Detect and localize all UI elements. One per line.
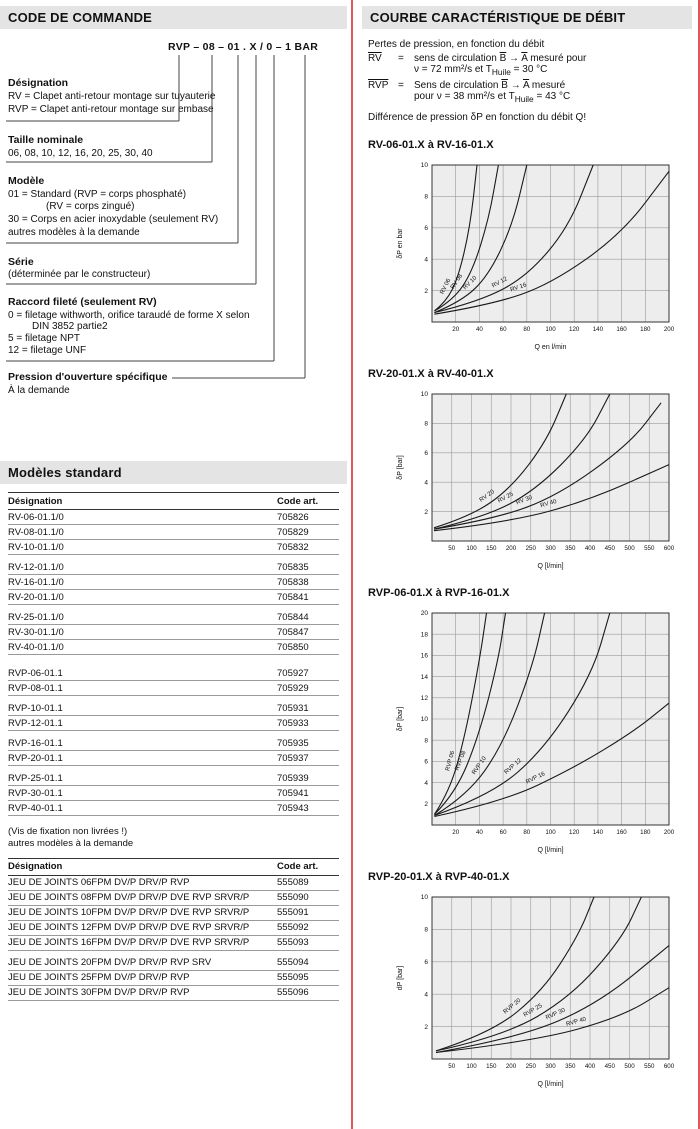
table-row	[8, 801, 339, 816]
section-text: 0 = filetage withworth, orifice taraudé de forme X selon	[8, 310, 250, 321]
notes-block	[8, 826, 339, 850]
section-text: 01 = Standard (RVP = corps phosphaté)	[8, 189, 187, 200]
designation-cell: RV-40-01.1/0	[8, 641, 64, 653]
code-cell: 705826	[277, 511, 309, 523]
x-axis-label: Q [l/min]	[537, 847, 564, 854]
x-tick-label: 450	[604, 545, 615, 552]
order-code-column	[0, 6, 347, 1001]
rv-spec-line1	[368, 53, 686, 64]
table-body	[8, 876, 339, 1001]
y-tick-label: 10	[420, 894, 428, 902]
designation-cell: RV-12-01.1/0	[8, 561, 64, 573]
series-label: RV 16	[509, 282, 528, 294]
code-cell: 705941	[277, 787, 309, 799]
y-axis-label: δP en bar	[397, 228, 404, 259]
rv-measurement-spec	[368, 53, 686, 77]
chart-canvas-rvp-20-40	[374, 889, 679, 1089]
y-tick-label: 16	[420, 652, 428, 660]
spec-text: ν = 72 mm²/s et T	[414, 64, 492, 75]
designation-cell: RVP-16-01.1	[8, 737, 63, 749]
x-tick-label: 550	[644, 545, 655, 552]
chart-canvas-rvp-06-16	[374, 605, 679, 855]
standard-models-table	[8, 492, 339, 816]
x-tick-label: 250	[525, 545, 536, 552]
section-text: À la demande	[8, 385, 70, 396]
designation-cell: JEU DE JOINTS 10FPM DV/P DRV/P DVE RVP SRVR/P	[8, 907, 250, 919]
subscript-huile: Huile	[491, 67, 511, 77]
designation-cell: RVP-40-01.1	[8, 802, 63, 814]
code-cell: 705844	[277, 611, 309, 623]
series-label: RVP 25	[522, 1003, 544, 1019]
series-label: RV 10	[462, 275, 479, 292]
designation-cell: JEU DE JOINTS 25FPM DV/P DRV/P RVP	[8, 972, 190, 984]
x-tick-label: 60	[499, 326, 507, 333]
y-tick-label: 14	[420, 673, 428, 681]
code-cell: 555090	[277, 892, 309, 904]
y-tick-label: 4	[424, 991, 428, 999]
x-tick-label: 350	[565, 545, 576, 552]
chart-title: RV-20-01.X à RV-40-01.X	[368, 368, 494, 380]
y-axis-label: δP [bar]	[397, 455, 404, 480]
x-tick-label: 550	[644, 1063, 655, 1070]
x-tick-label: 100	[466, 545, 477, 552]
note-line: (Vis de fixation non livrées !)	[8, 826, 128, 837]
table-row	[8, 701, 339, 716]
section-text: 06, 08, 10, 12, 16, 20, 25, 30, 40	[8, 148, 153, 159]
column-divider	[351, 0, 353, 1129]
flow-arrow: →	[506, 53, 522, 64]
x-tick-label: 450	[604, 1063, 615, 1070]
x-tick-label: 200	[663, 829, 675, 836]
code-cell: 705829	[277, 526, 309, 538]
code-cell: 705841	[277, 591, 309, 603]
y-tick-label: 2	[424, 801, 428, 808]
designation-cell: RVP-30-01.1	[8, 787, 63, 799]
rvp-desc	[414, 80, 565, 91]
code-cell: 555095	[277, 972, 309, 984]
code-cell: 705832	[277, 541, 309, 553]
section-text: 30 = Corps en acier inoxydable (seulement RV)	[8, 214, 219, 225]
section-text: RVP = Clapet anti-retour montage sur embase	[8, 104, 214, 115]
x-tick-label: 40	[475, 326, 483, 333]
x-tick-label: 50	[448, 1063, 456, 1070]
x-tick-label: 300	[545, 1063, 556, 1070]
flow-arrow: →	[507, 80, 523, 91]
series-label: RVP 12	[503, 757, 523, 776]
series-label: RV 06	[439, 277, 453, 296]
y-tick-label: 4	[424, 256, 428, 264]
rvp-spec-line1	[368, 80, 686, 91]
table-row	[8, 590, 339, 605]
left-section-header: CODE DE COMMANDE	[0, 6, 347, 29]
table-row	[8, 891, 339, 906]
column-designation: Désignation	[8, 495, 63, 507]
x-tick-label: 20	[452, 829, 460, 836]
x-axis-label: Q [l/min]	[537, 563, 564, 570]
chart-canvas-rv-20-40	[374, 386, 679, 571]
code-cell: 555096	[277, 987, 309, 999]
x-tick-label: 40	[475, 829, 483, 836]
spec-text: = 30 °C	[510, 64, 548, 75]
column-code-art: Code art.	[277, 861, 319, 873]
section-text: 12 = filetage UNF	[8, 345, 87, 356]
designation-cell: JEU DE JOINTS 06FPM DV/P DRV/P RVP	[8, 877, 190, 889]
x-tick-label: 20	[452, 326, 460, 333]
x-axis-label: Q [l/min]	[537, 1081, 564, 1088]
code-cell: 555092	[277, 922, 309, 934]
x-tick-label: 250	[525, 1063, 536, 1070]
table-header	[8, 858, 339, 876]
section-text: (RV = corps zingué)	[46, 201, 135, 212]
code-cell: 705835	[277, 561, 309, 573]
rv-label: $\overline{RV}$	[368, 53, 382, 64]
designation-cell: JEU DE JOINTS 16FPM DV/P DRV/P DVE RVP SRVR/P	[8, 937, 250, 949]
x-tick-label: 120	[569, 326, 580, 333]
series-label: RV 30	[515, 494, 534, 507]
section-text: DIN 3852 partie2	[32, 321, 108, 332]
y-tick-label: 8	[424, 737, 428, 745]
rvp-label: $\overline{RVP}$	[368, 80, 389, 91]
port-b: $\overline{B}$	[501, 80, 508, 91]
designation-cell: RV-06-01.1/0	[8, 511, 64, 523]
y-tick-label: 10	[420, 716, 428, 724]
x-tick-label: 200	[505, 545, 517, 552]
table-row	[8, 956, 339, 971]
x-tick-label: 600	[663, 545, 675, 552]
section-title-taille: Taille nominale	[8, 134, 84, 146]
x-tick-label: 160	[616, 326, 627, 333]
y-tick-label: 2	[424, 1023, 428, 1031]
port-a: $\overline{A}$	[521, 53, 528, 64]
section-title-modele: Modèle	[8, 175, 45, 187]
designation-cell: RVP-25-01.1	[8, 772, 63, 784]
series-label: RVP 20	[502, 997, 523, 1016]
series-label: RVP 10	[471, 755, 488, 776]
series-label: RV 08	[449, 273, 465, 291]
seal-kits-table	[8, 858, 339, 1001]
designation-cell: RVP-12-01.1	[8, 717, 63, 729]
equals-sign: =	[398, 80, 404, 91]
x-tick-label: 80	[523, 829, 531, 836]
table-row	[8, 610, 339, 625]
flow-curves-column	[362, 6, 692, 1089]
table-row	[8, 625, 339, 640]
chart-block-rvp-20-40	[368, 871, 692, 1089]
section-text: RV = Clapet anti-retour montage sur tuyauterie	[8, 91, 216, 102]
y-tick-label: 10	[420, 391, 428, 399]
series-label: RVP 30	[545, 1007, 567, 1022]
y-tick-label: 18	[420, 631, 428, 639]
chart-block-rv-06-16	[368, 139, 692, 352]
chart-block-rvp-06-16	[368, 587, 692, 855]
y-axis-label: dP [bar]	[397, 965, 404, 991]
table-row	[8, 751, 339, 766]
x-tick-label: 180	[640, 326, 651, 333]
table-row	[8, 560, 339, 575]
y-tick-label: 8	[424, 420, 428, 428]
code-cell: 705931	[277, 702, 309, 714]
series-label: RVP 16	[525, 771, 547, 786]
spec-text: mesuré	[529, 80, 566, 91]
chart-title: RVP-06-01.X à RVP-16-01.X	[368, 587, 510, 599]
x-tick-label: 160	[616, 829, 627, 836]
designation-cell: JEU DE JOINTS 20FPM DV/P DRV/P RVP SRV	[8, 957, 212, 969]
code-cell: 705929	[277, 682, 309, 694]
table-row	[8, 736, 339, 751]
x-tick-label: 500	[624, 1063, 635, 1070]
designation-cell: RV-16-01.1/0	[8, 576, 64, 588]
table-row	[8, 525, 339, 540]
x-tick-label: 150	[486, 545, 497, 552]
designation-cell: RVP-20-01.1	[8, 752, 63, 764]
designation-cell: RVP-06-01.1	[8, 667, 63, 679]
designation-cell: RVP-08-01.1	[8, 682, 63, 694]
table-body	[8, 510, 339, 816]
rv-conditions	[414, 64, 686, 77]
spec-text: Sens de circulation	[414, 80, 502, 91]
table-row	[8, 876, 339, 891]
x-tick-label: 400	[584, 1063, 596, 1070]
y-tick-label: 12	[420, 695, 428, 702]
table-row	[8, 921, 339, 936]
code-cell: 705939	[277, 772, 309, 784]
right-section-header: COURBE CARACTÉRISTIQUE DE DÉBIT	[362, 6, 692, 29]
intro-text: Pertes de pression, en fonction du débit	[368, 39, 545, 50]
diff-pressure-note: Différence de pression δP en fonction du débit Q!	[368, 112, 587, 123]
x-tick-label: 200	[505, 1063, 517, 1070]
y-tick-label: 2	[424, 287, 428, 295]
y-tick-label: 8	[424, 193, 428, 201]
y-tick-label: 8	[424, 926, 428, 934]
designation-cell: RV-10-01.1/0	[8, 541, 64, 553]
port-a: $\overline{A}$	[522, 80, 530, 91]
designation-cell: JEU DE JOINTS 12FPM DV/P DRV/P DVE RVP SRVR/P	[8, 922, 250, 934]
y-tick-label: 6	[424, 959, 428, 966]
table-header	[8, 492, 339, 510]
order-code-string: RVP – 08 – 01 . X / 0 – 1 BAR	[168, 41, 319, 53]
designation-cell: JEU DE JOINTS 30FPM DV/P DRV/P RVP	[8, 987, 190, 999]
section-title-designation: Désignation	[8, 77, 69, 89]
table-row	[8, 666, 339, 681]
y-tick-label: 6	[424, 758, 428, 766]
x-tick-label: 600	[663, 1063, 675, 1070]
chart-title: RVP-20-01.X à RVP-40-01.X	[368, 871, 510, 883]
designation-cell: RVP-10-01.1	[8, 702, 63, 714]
note-line: autres modèles à la demande	[8, 837, 134, 849]
x-tick-label: 350	[565, 1063, 576, 1070]
series-label: RV 12	[491, 276, 509, 290]
x-tick-label: 140	[592, 326, 604, 333]
x-axis-label: Q en l/min	[534, 344, 567, 351]
subscript-huile: Huile	[514, 94, 534, 104]
section-text: (déterminée par le constructeur)	[8, 269, 151, 280]
series-label: RV 25	[497, 491, 515, 505]
designation-cell: RV-08-01.1/0	[8, 526, 64, 538]
table-row	[8, 640, 339, 655]
rv-desc	[414, 53, 586, 64]
x-tick-label: 50	[448, 545, 456, 552]
table-row	[8, 786, 339, 801]
x-tick-label: 120	[569, 829, 580, 836]
port-b: $\overline{B}$	[499, 53, 507, 64]
code-cell: 705943	[277, 802, 309, 814]
designation-cell: JEU DE JOINTS 08FPM DV/P DRV/P DVE RVP SRVR/P	[8, 892, 250, 904]
table-row	[8, 575, 339, 590]
x-tick-label: 150	[486, 1063, 497, 1070]
code-cell: 705935	[277, 737, 309, 749]
y-tick-label: 2	[424, 508, 428, 516]
order-code-diagram	[0, 29, 347, 461]
y-tick-label: 4	[424, 779, 428, 787]
code-cell: 555094	[277, 957, 309, 969]
column-code-art: Code art.	[277, 495, 319, 507]
table-row	[8, 971, 339, 986]
models-header: Modèles standard	[0, 461, 347, 484]
table-row	[8, 681, 339, 696]
table-row	[8, 510, 339, 525]
equals-sign: =	[398, 53, 404, 64]
spec-text: pour ν = 38 mm²/s et T	[414, 91, 515, 102]
code-cell: 555091	[277, 907, 309, 919]
x-tick-label: 200	[663, 326, 675, 333]
chart-title: RV-06-01.X à RV-16-01.X	[368, 139, 494, 151]
designation-cell: RV-25-01.1/0	[8, 611, 64, 623]
x-tick-label: 100	[466, 1063, 477, 1070]
table-row	[8, 986, 339, 1001]
x-tick-label: 300	[545, 545, 556, 552]
y-tick-label: 4	[424, 479, 428, 487]
y-tick-label: 10	[420, 162, 428, 170]
spec-text: = 43 °C	[533, 91, 571, 102]
x-tick-label: 100	[545, 326, 556, 333]
section-title-raccord: Raccord fileté (seulement RV)	[8, 296, 157, 308]
code-cell: 705838	[277, 576, 309, 588]
series-label: RV 40	[539, 499, 558, 510]
spec-text: sens de circulation	[414, 53, 500, 64]
table-row	[8, 540, 339, 555]
series-label: RVP 06	[445, 750, 457, 772]
section-text: autres modèles à la demande	[8, 227, 140, 238]
x-tick-label: 400	[584, 545, 596, 552]
table-row	[8, 906, 339, 921]
chart-canvas-rv-06-16	[374, 157, 679, 352]
table-row	[8, 771, 339, 786]
series-label: RV 20	[478, 489, 496, 504]
code-cell: 555089	[277, 877, 309, 889]
x-tick-label: 100	[545, 829, 556, 836]
table-row	[8, 936, 339, 951]
designation-cell: RV-30-01.1/0	[8, 626, 64, 638]
designation-cell: RV-20-01.1/0	[8, 591, 64, 603]
column-designation: Désignation	[8, 861, 63, 873]
code-cell: 705847	[277, 626, 309, 638]
x-tick-label: 80	[523, 326, 531, 333]
y-axis-label: δP [bar]	[397, 706, 404, 732]
code-cell: 705937	[277, 752, 309, 764]
code-cell: 705933	[277, 717, 309, 729]
x-tick-label: 180	[640, 829, 651, 836]
y-tick-label: 6	[424, 225, 428, 232]
code-cell: 705927	[277, 667, 309, 679]
x-tick-label: 140	[592, 829, 604, 836]
spec-text: mesuré pour	[527, 53, 587, 64]
series-label: RVP 40	[565, 1016, 587, 1028]
table-row	[8, 716, 339, 731]
y-tick-label: 6	[424, 450, 428, 457]
rvp-measurement-spec	[368, 80, 686, 104]
x-tick-label: 60	[499, 829, 507, 836]
x-tick-label: 500	[624, 545, 635, 552]
y-tick-label: 20	[420, 610, 428, 618]
code-cell: 705850	[277, 641, 309, 653]
section-text: 5 = filetage NPT	[8, 333, 80, 344]
section-title-serie: Série	[8, 256, 34, 268]
series-label: RVP 08	[454, 750, 468, 772]
code-cell: 555093	[277, 937, 309, 949]
chart-block-rv-20-40	[368, 368, 692, 571]
section-title-pression: Pression d'ouverture spécifique	[8, 371, 168, 383]
rvp-conditions	[414, 91, 686, 104]
